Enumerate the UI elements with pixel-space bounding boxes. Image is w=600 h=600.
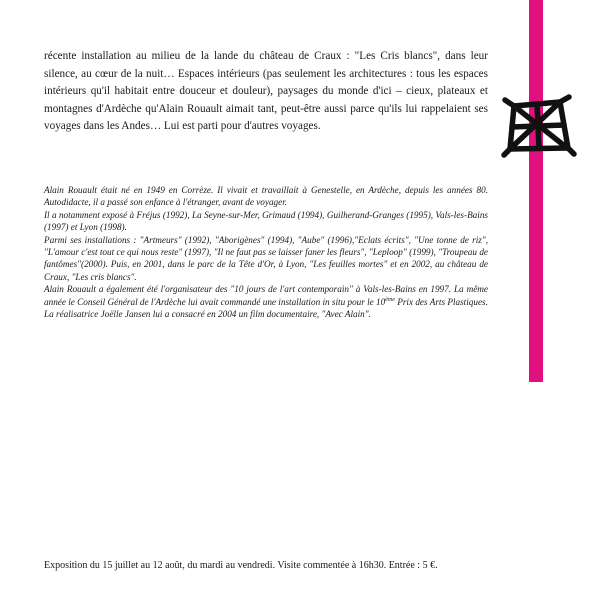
crossed-square-logo-icon xyxy=(500,93,578,159)
bio-organizer-text: Alain Rouault a également été l'organisateur des "10 jours de l'art contemporain" à Vals-les-Bains en 1997. La même année le Conseil Général de l'Ardèche lui avait commandé une installation in situ pour le 10 xyxy=(44,284,488,307)
bio-paragraph-birth: Alain Rouault était né en 1949 en Corrèze. Il vivait et travaillait à Genestelle, en Ardèche, depuis les années 80. Autodidacte, il a passé son enfance à l'étranger, avant de voyager. xyxy=(44,185,488,208)
bio-paragraph-exhibitions: Il a notamment exposé à Fréjus (1992), La Seyne-sur-Mer, Grimaud (1994), Guilherand-Granges (1995), Vals-les-Bains (1997) et Lyon (1998). xyxy=(44,209,488,233)
bio-organizer-text-end: Prix des Arts Plastiques. xyxy=(394,296,488,307)
bio-paragraph-organizer xyxy=(44,283,488,308)
biography-section xyxy=(44,184,488,320)
exhibition-info-footer: Exposition du 15 juillet au 12 août, du mardi au vendredi. Visite commentée à 16h30. Entrée : 5 €. xyxy=(44,560,438,571)
intro-paragraph: récente installation au milieu de la lande du château de Craux : "Les Cris blancs", dans leur silence, au cœur de la nuit… Espaces intérieurs (pas seulement les architectures : tous les espaces intérieurs qu'il habitait entre douceur et douleur), paysages du monde d'ici – cieux, plateaux et montagnes d'Ardèche qu'Alain Rouault aimait tant, peut-être aussi parce qu'ils lui rappelaient ses voyages dans les Andes… Lui est parti pour d'autres voyages. xyxy=(44,50,488,133)
bio-paragraph-installations: Parmi ses installations : "Artmeurs" (1992), "Aborigènes" (1994), "Aube" (1996),"Eclats écrits", "Une tonne de riz", "L'amour c'est tout ce qui nous reste" (1997), "Il ne faut pas se laisser faner les fleurs", "Leploop" (1999), "Troupeau de fantômes"(2000). Puis, en 2001, dans le parc de la Tête d'Or, à Lyon, "Les feuilles mortes" et en 2002, au château de Craux, "Les cris blancs". xyxy=(44,234,488,282)
magenta-accent-bar xyxy=(529,0,543,382)
bio-paragraph-film: La réalisatrice Joëlle Jansen lui a consacré en 2004 un film documentaire, "Avec Alain". xyxy=(44,309,371,320)
ordinal-superscript: ème xyxy=(385,296,395,303)
